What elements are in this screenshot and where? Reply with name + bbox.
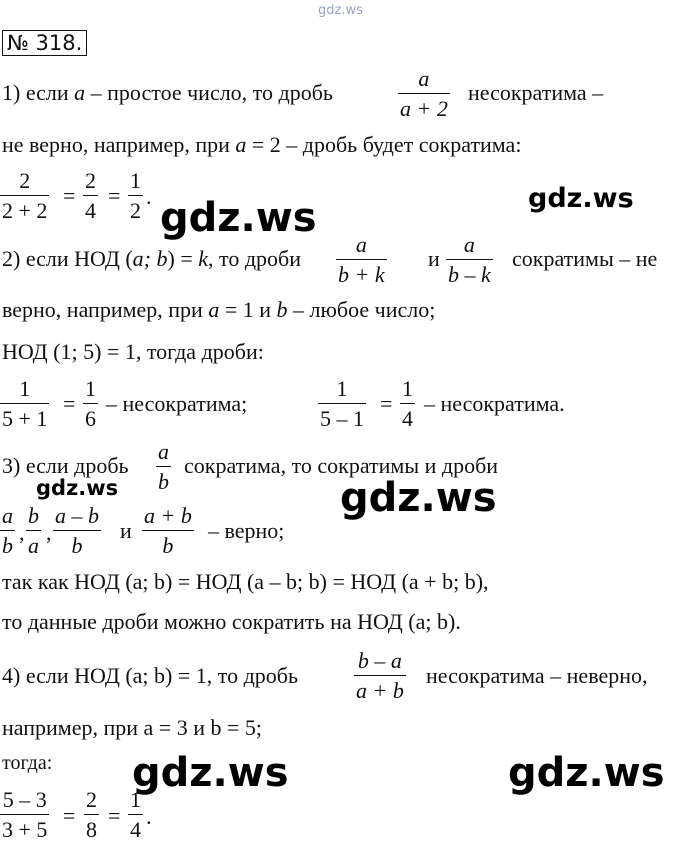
item2-e2-eq: = [380, 391, 393, 416]
watermark-3: gdz.ws [36, 476, 119, 500]
item2-e2-text: – несократима. [424, 391, 565, 416]
item3-text-b: сократима, то сократимы и дроби [184, 453, 499, 478]
watermark-6: gdz.ws [508, 750, 665, 796]
item2-line3: НОД (1; 5) = 1, тогда дроби: [2, 339, 264, 364]
item3-line1: 3) если дробь [2, 453, 129, 478]
item4-e-frac1: 5 – 3 3 + 5 [2, 787, 48, 842]
item4-line3: тогда: [2, 752, 53, 774]
item2-e1-eq: = [63, 391, 76, 416]
item4-line1: 4) если НОД (a; b) = 1, то дробь [2, 663, 299, 688]
item4-text-b: несократима – неверно, [426, 663, 648, 688]
item3-comma2: , [46, 520, 52, 545]
item4-e-end: . [146, 804, 152, 829]
item3-line-b: то данные дроби можно сократить на НОД (a; b). [2, 609, 461, 634]
watermark-5: gdz.ws [132, 750, 289, 796]
item4-e-eq2: = [108, 803, 121, 828]
item4-e-frac3: 1 4 [130, 787, 141, 842]
item3-g3: a – b b [55, 503, 99, 558]
item1-line2: не верно, например, при a = 2 – дробь будет сократима: [2, 132, 522, 157]
watermark-2: gdz.ws [528, 183, 634, 214]
item3-g2: b a [28, 503, 39, 558]
item2-e2-frac: 1 5 – 1 [320, 376, 364, 431]
item4-e-eq1: = [63, 803, 76, 828]
item3-g4: a + b b [144, 503, 192, 558]
item1-text-c: несократима – [468, 80, 604, 105]
item2-frac2: a b – k [448, 232, 491, 287]
item1-eq-sign1: = [63, 183, 76, 208]
item3-frac: a b [158, 439, 169, 494]
item4-frac: b – a a + b [356, 648, 404, 703]
item2-and: и [428, 246, 440, 271]
item2-e2-result: 1 4 [402, 376, 413, 431]
item2-e1-text: – несократима; [106, 391, 248, 416]
item3-line-a: так как НОД (a; b) = НОД (a – b; b) = НОД (a + b; b), [2, 569, 489, 594]
watermark-4: gdz.ws [340, 475, 497, 521]
item3-comma1: , [19, 520, 25, 545]
item3-text-c: – верно; [208, 518, 285, 543]
item1-eq-frac1: 2 2 + 2 [2, 168, 48, 223]
item2-e1-frac: 1 5 + 1 [2, 376, 48, 431]
item1-eq-sign2: = [108, 183, 121, 208]
item4-e-frac2: 2 8 [86, 787, 97, 842]
item2-line2: верно, например, при a = 1 и b – любое число; [2, 297, 436, 322]
item2-frac1: a b + k [338, 232, 385, 287]
item1-eq-frac3: 1 2 [130, 168, 141, 223]
item1-line1: 1) если a – простое число, то дробь [2, 80, 333, 105]
watermark-1: gdz.ws [160, 195, 317, 241]
item2-e1-result: 1 6 [85, 376, 96, 431]
watermark-top: gdz.ws [318, 3, 363, 18]
item2-text-d: сократимы – не [512, 246, 658, 271]
item3-g1: a b [2, 503, 13, 558]
task-number: № 318. [2, 30, 87, 56]
item1-eq-frac2: 2 4 [85, 168, 96, 223]
item1-eq-end: . [146, 184, 152, 209]
item3-and: и [120, 518, 132, 543]
item1-fraction: a a + 2 [400, 66, 448, 121]
item4-line2: например, при a = 3 и b = 5; [2, 715, 262, 740]
item2-line1: 2) если НОД (a; b) = k, то дроби [2, 246, 301, 271]
